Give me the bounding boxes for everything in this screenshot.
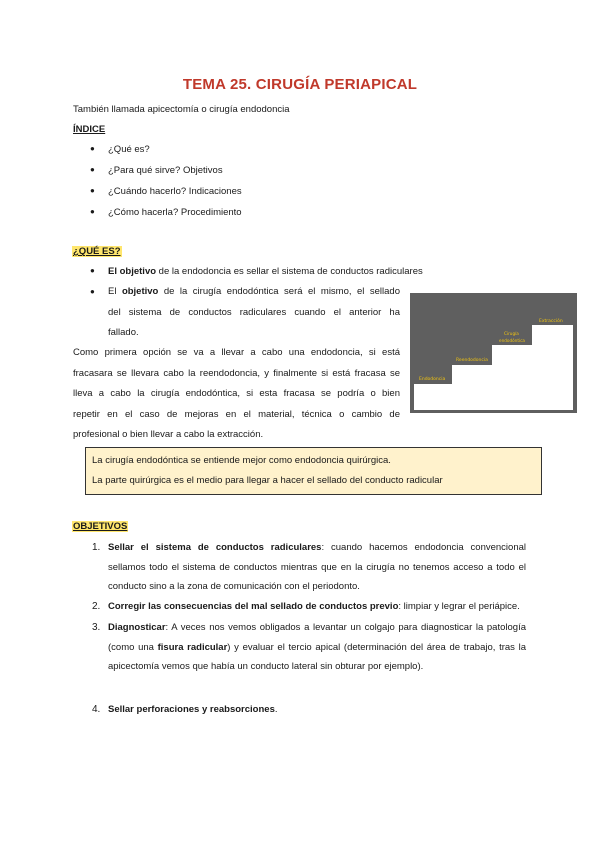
step-label-endodoncia: Endodoncia	[419, 377, 446, 382]
page-title: TEMA 25. CIRUGÍA PERIAPICAL	[182, 76, 418, 93]
que-es-paragraph: Como primera opción se va a llevar a cabo una endodoncia, si está fracasara se llevara cabo la reendodoncia, y finalmente si está fracasa se lleva a cabo la cirugía endodóntica, si esta fracasa se podría o bien repetir en el caso de mejoras en el material, técnica o cambio de profesional o bien llevar a cabo la extracción.	[73, 347, 400, 440]
bullet-icon: ●	[90, 266, 95, 275]
que-es-bullet-1: El objetivo de la endodoncia es sellar el sistema de conductos radiculares	[108, 266, 423, 277]
que-es-heading: ¿QUÉ ES?	[73, 246, 121, 257]
bullet-icon: ●	[90, 165, 95, 174]
step-label-reendodoncia: Reendodoncia	[456, 358, 488, 363]
objective-item-1: Sellar el sistema de conductos radiculares: cuando hacemos endodoncia convencional sellamos todo el sistema de conductos mientras que en la cirugía no tenemos acceso a todo el conducto sino a la zona de comunicación con el periodonto.	[108, 542, 527, 592]
bullet-icon: ●	[90, 207, 95, 216]
index-item: ¿Cuándo hacerlo? Indicaciones	[108, 186, 242, 197]
que-es-bullet-2: El objetivo de la cirugía endodóntica será el mismo, el sellado del sistema de conductos radiculares cuando el anterior ha fallado.	[108, 286, 400, 338]
bullet-icon: ●	[90, 186, 95, 195]
bullet-icon: ●	[90, 287, 95, 296]
objective-item-2: Corregir las consecuencias del mal sellado de conductos previo: limpiar y legrar el periápice.	[108, 601, 520, 612]
bullet-icon: ●	[90, 144, 95, 153]
index-heading: ÍNDICE	[73, 124, 106, 135]
step-label-extraccion: Extracción	[539, 319, 563, 324]
note-line-1: La cirugía endodóntica se entiende mejor como endodoncia quirúrgica.	[92, 455, 391, 466]
note-box	[85, 447, 542, 495]
objective-number: 4.	[92, 704, 101, 715]
index-item: ¿Qué es?	[108, 144, 150, 155]
note-line-2: La parte quirúrgica es el medio para llegar a hacer el sellado del conducto radicular	[92, 475, 443, 486]
treatment-stairs-image	[410, 293, 577, 413]
objective-number: 2.	[92, 601, 101, 612]
index-item: ¿Para qué sirve? Objetivos	[108, 165, 223, 176]
step-label-cirugia: Cirugía	[504, 331, 519, 336]
objective-number: 3.	[92, 622, 101, 633]
objective-number: 1.	[92, 542, 101, 553]
objective-item-4: Sellar perforaciones y reabsorciones.	[108, 704, 278, 715]
objetivos-heading: OBJETIVOS	[73, 521, 128, 532]
subtitle: También llamada apicectomía o cirugía endodoncia	[73, 104, 290, 115]
stair-step-4	[532, 325, 573, 410]
objective-item-3: Diagnosticar: A veces nos vemos obligados a levantar un colgajo para diagnosticar la patología (como una fisura radicular) y evaluar el tercio apical (determinación del área de trabajo, tras la apicectomía vemos que había un conducto lateral sin obturar por ejemplo).	[108, 622, 526, 672]
index-item: ¿Cómo hacerla? Procedimiento	[108, 207, 242, 218]
step-label-endodontica: endodóntica	[499, 338, 525, 343]
